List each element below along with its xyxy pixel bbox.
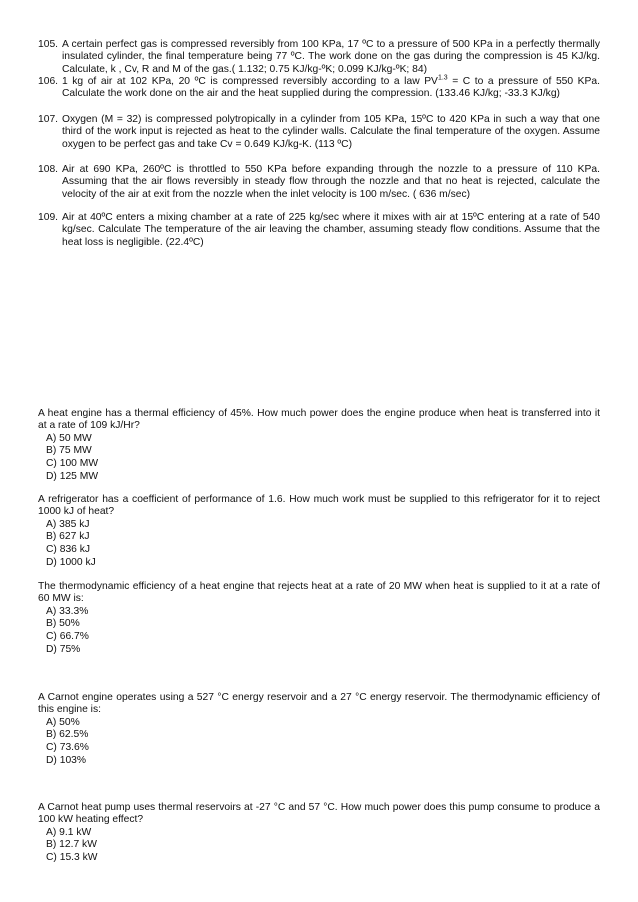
option-b: B) 75 MW xyxy=(46,445,92,457)
option-d: D) 75% xyxy=(46,643,81,655)
option-list xyxy=(38,519,600,569)
problem-text: Air at 40ºC enters a mixing chamber at a rate of 225 kg/sec where it mixes with air at 15ºC entering at a rate of 540 kg/sec. Calculate The temperature of the air leaving the chamber, assuming steady flow conditions. Assume that the heat loss is negligible. (22.4ºC) xyxy=(62,212,600,248)
option-list xyxy=(38,717,600,767)
question-text: The thermodynamic efficiency of a heat engine that rejects heat at a rate of 20 MW when heat is supplied to it at a rate of 60 MW is: xyxy=(38,581,600,605)
option-c: C) 66.7% xyxy=(46,631,89,642)
mcq-question-3 xyxy=(38,581,600,656)
mcq-question-2 xyxy=(38,494,600,569)
problem-number: 106. xyxy=(38,76,59,87)
question-text: A heat engine has a thermal efficiency of 45%. How much power does the engine produce when heat is transferred into it at a rate of 109 kJ/Hr? xyxy=(38,408,600,432)
option-c: C) 73.6% xyxy=(46,742,89,753)
problem-109 xyxy=(38,212,600,249)
option-d: D) 103% xyxy=(46,754,87,766)
option-b: B) 62.5% xyxy=(46,729,89,741)
question-text: A Carnot heat pump uses thermal reservoirs at -27 °C and 57 °C. How much power does this pump consume to produce a 100 kW heating effect? xyxy=(38,802,600,826)
problem-text xyxy=(62,76,600,101)
problem-number: 105. xyxy=(38,39,59,50)
problem-108 xyxy=(38,164,600,201)
problem-number: 107. xyxy=(38,114,59,125)
option-c: C) 836 kJ xyxy=(46,544,91,555)
option-b: B) 50% xyxy=(46,618,80,630)
problem-text: A certain perfect gas is compressed reversibly from 100 KPa, 17 ºC to a pressure of 500 KPa in a perfectly thermally insulated cylinder, the final temperature being 77 ºC. The work done on the gas during the compression is 45 KJ/kg. Calculate, k , Cv, R and M of the gas.( 1.132; 0.75 KJ/kg-ºK; 0.099 KJ/kg-ºK; 84) xyxy=(62,39,600,75)
option-b: B) 627 kJ xyxy=(46,531,90,543)
question-text: A refrigerator has a coefficient of performance of 1.6. How much work must be supplied to this refrigerator for it to reject 1000 kJ of heat? xyxy=(38,494,600,518)
option-list xyxy=(38,433,600,483)
problem-107 xyxy=(38,114,600,151)
option-a: A) 50 MW xyxy=(46,432,92,444)
problem-106 xyxy=(38,76,600,101)
mcq-question-4 xyxy=(38,692,600,767)
problem-text-part: 1 kg of air at 102 KPa, 20 ºC is compressed reversibly according to a law PV xyxy=(62,76,438,87)
problem-text-part: = C to a pressure of 550 KPa. Calculate the work done on the air and the heat supplied during the compression. (133.46 KJ/kg; -33.3 KJ/kg) xyxy=(62,76,600,100)
option-d: D) 1000 kJ xyxy=(46,556,96,568)
option-c: C) 15.3 kW xyxy=(46,852,98,863)
option-a: A) 385 kJ xyxy=(46,518,90,530)
option-list xyxy=(38,827,600,865)
option-a: A) 9.1 kW xyxy=(46,826,92,838)
problem-105 xyxy=(38,39,600,76)
option-c: C) 100 MW xyxy=(46,458,99,469)
exponent: 1.3 xyxy=(437,74,448,82)
question-text: A Carnot engine operates using a 527 °C energy reservoir and a 27 °C energy reservoir. The thermodynamic efficiency of this engine is: xyxy=(38,692,600,716)
problem-text: Air at 690 KPa, 260ºC is throttled to 550 KPa before expanding through the nozzle to a pressure of 110 KPa. Assuming that the air flows reversibly in steady flow through the nozzle and that no heat is rejected, calculate the velocity of the air at exit from the nozzle when the inlet velocity is 100 m/sec. ( 636 m/sec) xyxy=(62,164,600,200)
mcq-question-5 xyxy=(38,802,600,865)
option-list xyxy=(38,606,600,656)
problem-text: Oxygen (M = 32) is compressed polytropically in a cylinder from 105 KPa, 15ºC to 420 KPa in such a way that one third of the work input is rejected as heat to the cylinder walls. Calculate the final temperature of the oxygen. Assume oxygen to be perfect gas and take Cv = 0.649 KJ/kg-K. (113 ºC) xyxy=(62,114,600,150)
option-a: A) 33.3% xyxy=(46,605,89,617)
mcq-question-1 xyxy=(38,408,600,483)
option-a: A) 50% xyxy=(46,716,80,728)
problem-number: 108. xyxy=(38,164,59,175)
problem-number: 109. xyxy=(38,212,59,223)
option-b: B) 12.7 kW xyxy=(46,839,97,851)
option-d: D) 125 MW xyxy=(46,470,99,482)
